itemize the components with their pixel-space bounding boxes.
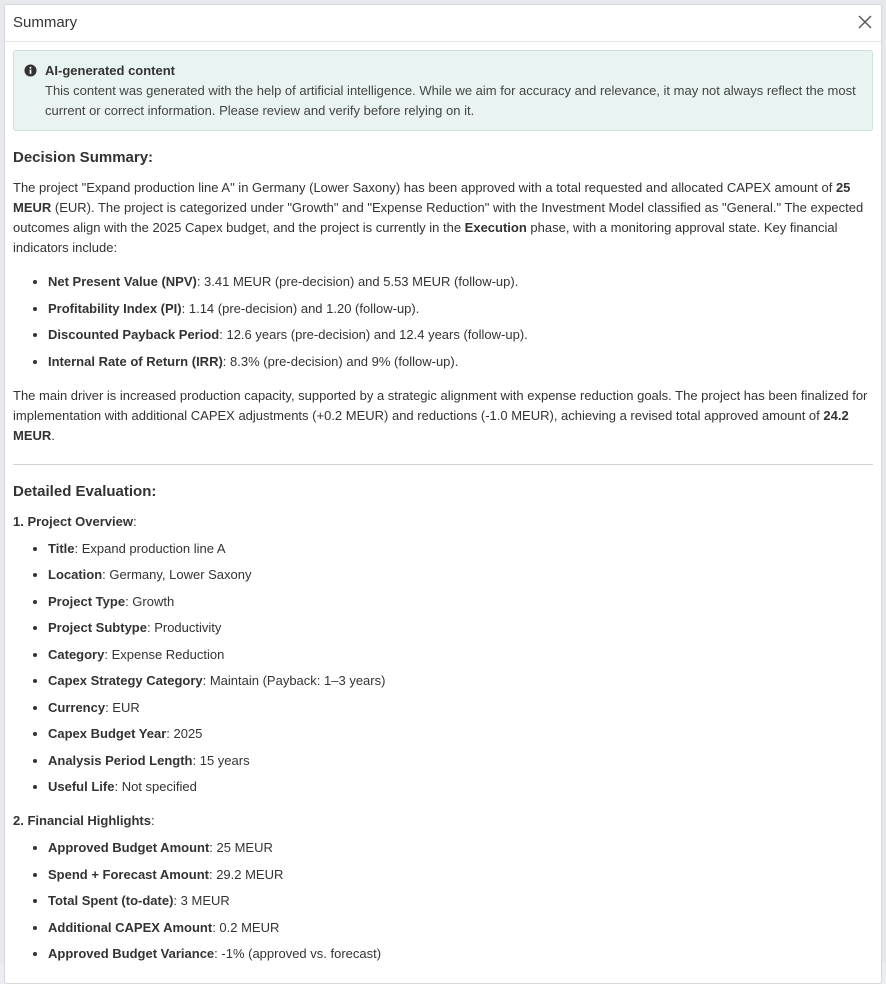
list-item: • Additional CAPEX Amount: 0.2 MEUR (48, 918, 873, 938)
list-item: • Capex Strategy Category: Maintain (Payback: 1–3 years) (48, 671, 873, 691)
detailed-evaluation-heading: Detailed Evaluation: (13, 482, 157, 500)
dialog-title: Summary (13, 14, 78, 31)
close-button[interactable] (856, 13, 874, 31)
revised-amount: 24.2 MEUR (13, 407, 849, 443)
list-item: • Net Present Value (NPV): 3.41 MEUR (pre-decision) and 5.53 MEUR (follow-up). (48, 272, 873, 292)
financial-highlights-list (13, 838, 873, 964)
list-item: • Category: Expense Reduction (48, 645, 873, 665)
list-item: • Total Spent (to-date): 3 MEUR (48, 891, 873, 911)
list-item: • Title: Expand production line A (48, 539, 873, 559)
close-icon (856, 13, 874, 31)
list-item: • Capex Budget Year: 2025 (48, 724, 873, 744)
project-phase: Execution (464, 220, 527, 235)
decision-summary-heading: Decision Summary: (13, 149, 154, 166)
list-item: • Analysis Period Length: 15 years (48, 751, 873, 771)
project-overview-heading: 1. Project Overview: (13, 513, 137, 529)
list-item: • Profitability Index (PI): 1.14 (pre-decision) and 1.20 (follow-up). (48, 299, 873, 319)
list-item: • Discounted Payback Period: 12.6 years (pre-decision) and 12.4 years (follow-up). (48, 325, 873, 345)
section-divider (13, 464, 873, 465)
indicator-list (13, 272, 873, 372)
requested-amount: 25 MEUR (13, 180, 851, 215)
list-item: • Project Type: Growth (48, 592, 873, 612)
list-item: • Spend + Forecast Amount: 29.2 MEUR (48, 865, 873, 885)
decision-driver-paragraph: The main driver is increased production capacity, supported by a strategic alignment with expense reduction goals. The project has been finalized for implementation with additional CAPEX adjustments (+0.2 MEUR) and reductions (-1.0 MEUR), achieving a revised total approved amount of 24.2 MEUR. (13, 387, 868, 443)
list-item: • Location: Germany, Lower Saxony (48, 565, 873, 585)
list-item: • Approved Budget Variance: -1% (approved vs. forecast) (48, 944, 873, 964)
summary-dialog (4, 4, 882, 984)
project-overview-list (13, 539, 873, 798)
list-item: • Currency: EUR (48, 698, 873, 718)
decision-intro-paragraph: The project "Expand production line A" in Germany (Lower Saxony) has been approved with a total requested and allocated CAPEX amount of 25 MEUR (EUR). The project is categorized under "Growth" and "Expense Reduction" with the Investment Model classified as "General." The expected outcomes align with the 2025 Capex budget, and the project is currently in the Execution phase, with a monitoring approval state. Key financial indicators include: (13, 180, 864, 255)
list-item: • Project Subtype: Productivity (48, 618, 873, 638)
financial-highlights-heading: 2. Financial Highlights: (13, 813, 155, 828)
list-item: • Approved Budget Amount: 25 MEUR (48, 838, 873, 858)
info-icon (24, 64, 37, 77)
ai-banner-text: This content was generated with the help of artificial intelligence. While we aim for accuracy and relevance, it may not always reflect the most current or correct information. Please review and verify before relying on it. (45, 83, 856, 118)
dialog-body (5, 42, 881, 964)
ai-banner-title: AI-generated content (45, 63, 176, 78)
dialog-header (5, 5, 881, 42)
list-item: • Useful Life: Not specified (48, 777, 873, 797)
list-item: • Internal Rate of Return (IRR): 8.3% (pre-decision) and 9% (follow-up). (48, 352, 873, 372)
ai-content-banner (13, 50, 873, 131)
